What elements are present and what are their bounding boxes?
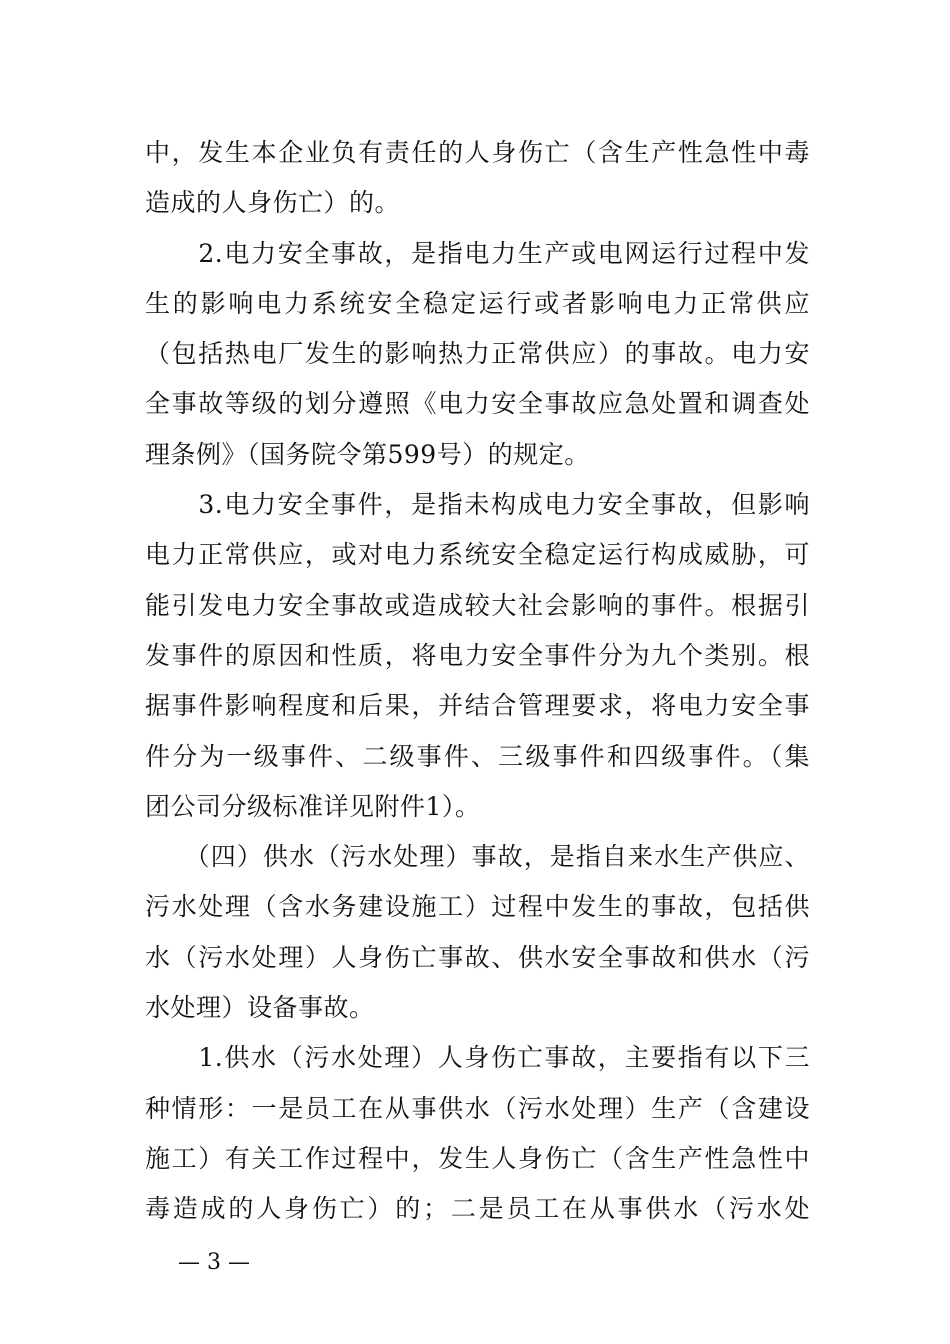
text-line: 团公司分级标准详见附件1）。 bbox=[145, 791, 481, 821]
text-line: 施工）有关工作过程中，发生人身伤亡（含生产性急性中 bbox=[145, 1143, 810, 1173]
text-line: 能引发电力安全事故或造成较大社会影响的事件。根据引 bbox=[145, 590, 810, 620]
text-line: 水处理）设备事故。 bbox=[145, 993, 375, 1023]
page-number: — 3 — bbox=[178, 1250, 250, 1275]
body-text bbox=[145, 128, 810, 1235]
text-line: 污水处理（含水务建设施工）过程中发生的事故，包括供 bbox=[145, 892, 810, 922]
text-line: 发事件的原因和性质，将电力安全事件分为九个类别。根 bbox=[145, 640, 810, 670]
text-line: 1.供水（污水处理）人身伤亡事故，主要指有以下三 bbox=[145, 1043, 810, 1073]
text-line: 理条例》（国务院令第599号）的规定。 bbox=[145, 439, 590, 469]
text-line: 造成的人身伤亡）的。 bbox=[145, 188, 401, 218]
text-line: 件分为一级事件、二级事件、三级事件和四级事件。（集 bbox=[145, 741, 810, 771]
text-line: 3.电力安全事件，是指未构成电力安全事故，但影响 bbox=[145, 490, 810, 520]
text-line: 水（污水处理）人身伤亡事故、供水安全事故和供水（污 bbox=[145, 942, 810, 972]
text-line: 毒造成的人身伤亡）的；二是员工在从事供水（污水处 bbox=[145, 1194, 810, 1224]
text-line: 2.电力安全事故，是指电力生产或电网运行过程中发 bbox=[145, 238, 810, 268]
text-line: 全事故等级的划分遵照《电力安全事故应急处置和调查处 bbox=[145, 389, 810, 419]
text-line: 据事件影响程度和后果，并结合管理要求，将电力安全事 bbox=[145, 691, 810, 721]
text-line: 电力正常供应，或对电力系统安全稳定运行构成威胁，可 bbox=[145, 540, 810, 570]
text-line: （包括热电厂发生的影响热力正常供应）的事故。电力安 bbox=[145, 339, 810, 369]
text-line: 中，发生本企业负有责任的人身伤亡（含生产性急性中毒 bbox=[145, 138, 810, 167]
text-line: （四）供水（污水处理）事故，是指自来水生产供应、 bbox=[145, 842, 810, 872]
text-line: 种情形：一是员工在从事供水（污水处理）生产（含建设 bbox=[145, 1093, 810, 1123]
text-line: 生的影响电力系统安全稳定运行或者影响电力正常供应 bbox=[145, 288, 810, 318]
